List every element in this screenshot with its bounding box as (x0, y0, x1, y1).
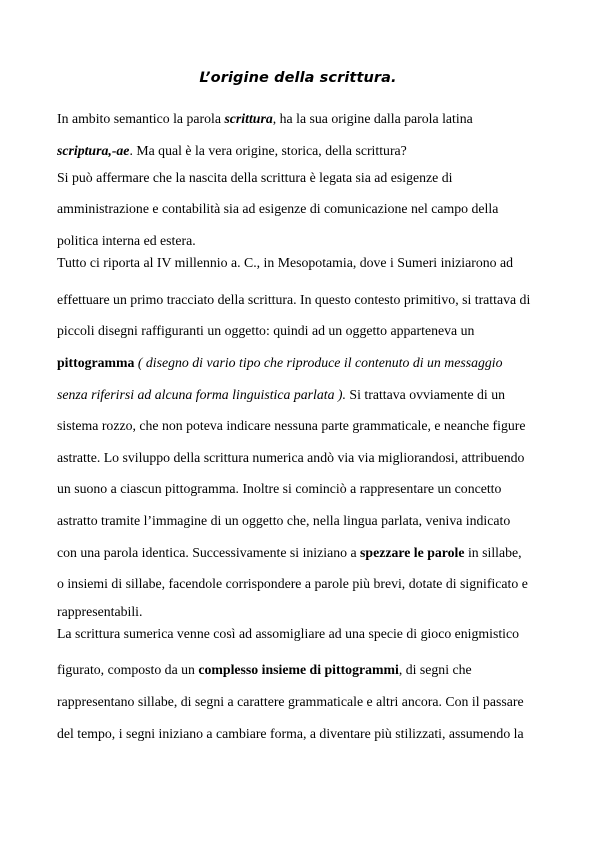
document-body (57, 103, 543, 749)
text-run: Si trattava ovviamente di un (345, 386, 505, 402)
text-run: piccoli disegni raffiguranti un oggetto: quindi ad un oggetto apparteneva un (57, 323, 475, 339)
text-line (57, 718, 543, 750)
text-line (57, 166, 543, 189)
text-run: , ha la sua origine dalla parola latina (272, 111, 473, 126)
text-run: rappresentabili. (57, 603, 143, 619)
italic-definition: ( disegno di vario tipo che riproduce il contenuto di un messaggio (134, 354, 503, 370)
text-line (57, 442, 543, 474)
text-line (57, 135, 543, 167)
text-run: In ambito semantico la parola (57, 111, 225, 126)
text-run: rappresentano sillabe, di segni a carattere grammaticale e altri ancora. Con il passare (57, 693, 524, 709)
text-run: un suono a ciascun pittogramma. Inoltre si cominciò a rappresentare un concetto (57, 481, 502, 497)
text-run: sistema rozzo, che non poteva indicare nessuna parte grammaticale, e neanche figure (57, 418, 526, 434)
text-line (57, 623, 543, 655)
text-run: astratte. Lo sviluppo della scrittura numerica andò via via migliorandosi, attribuendo (57, 449, 525, 465)
text-run: Tutto ci riporta al IV millennio a. C., in Mesopotamia, dove i Sumeri iniziarono ad (57, 255, 513, 271)
emphasis-scrittura: scrittura (224, 111, 273, 126)
text-line (57, 315, 543, 347)
bold-complesso-insieme: complesso insieme di pittogrammi (198, 662, 399, 678)
text-run: del tempo, i segni iniziano a cambiare forma, a diventare più stilizzati, assumendo la (57, 725, 524, 741)
text-line (57, 347, 543, 379)
text-line (57, 103, 543, 135)
text-run: figurato, composto da un (57, 662, 199, 678)
text-run: amministrazione e contabilità sia ad esigenze di comunicazione nel campo della (57, 201, 499, 217)
text-run: astratto tramite l’immagine di un oggetto che, nella lingua parlata, veniva indicato (57, 512, 511, 528)
text-line (57, 473, 543, 505)
text-line (57, 568, 543, 600)
text-line (57, 379, 543, 411)
text-line (57, 284, 543, 316)
text-line (57, 654, 543, 686)
italic-definition: senza riferirsi ad alcuna forma linguistica parlata ). (57, 386, 346, 402)
text-run: con una parola identica. Successivamente si iniziano a (57, 544, 361, 560)
bold-pittogramma: pittogramma (57, 354, 135, 370)
text-line (57, 229, 543, 252)
text-line (57, 505, 543, 537)
document-title: L’origine della scrittura. (199, 70, 397, 86)
text-run: effettuare un primo tracciato della scrittura. In questo contesto primitivo, si trattava di (57, 291, 531, 307)
emphasis-scriptura: scriptura,-ae (57, 142, 130, 158)
text-line (57, 600, 543, 623)
text-run: . Ma qual è la vera origine, storica, della scrittura? (129, 142, 407, 158)
text-line (57, 686, 543, 718)
text-line (57, 537, 543, 569)
text-run: , di segni che (398, 662, 472, 678)
text-run: Si può affermare che la nascita della scrittura è legata sia ad esigenze di (57, 170, 453, 186)
text-run: o insiemi di sillabe, facendole corrispondere a parole più brevi, dotate di significato e (57, 576, 528, 592)
text-run: in sillabe, (464, 544, 522, 560)
text-run: politica interna ed estera. (57, 233, 196, 249)
bold-spezzare-le-parole: spezzare le parole (360, 544, 465, 560)
text-run: La scrittura sumerica venne così ad assomigliare ad una specie di gioco enigmistico (57, 625, 520, 641)
text-line (57, 410, 543, 442)
text-line (57, 252, 543, 284)
text-line (57, 189, 543, 229)
